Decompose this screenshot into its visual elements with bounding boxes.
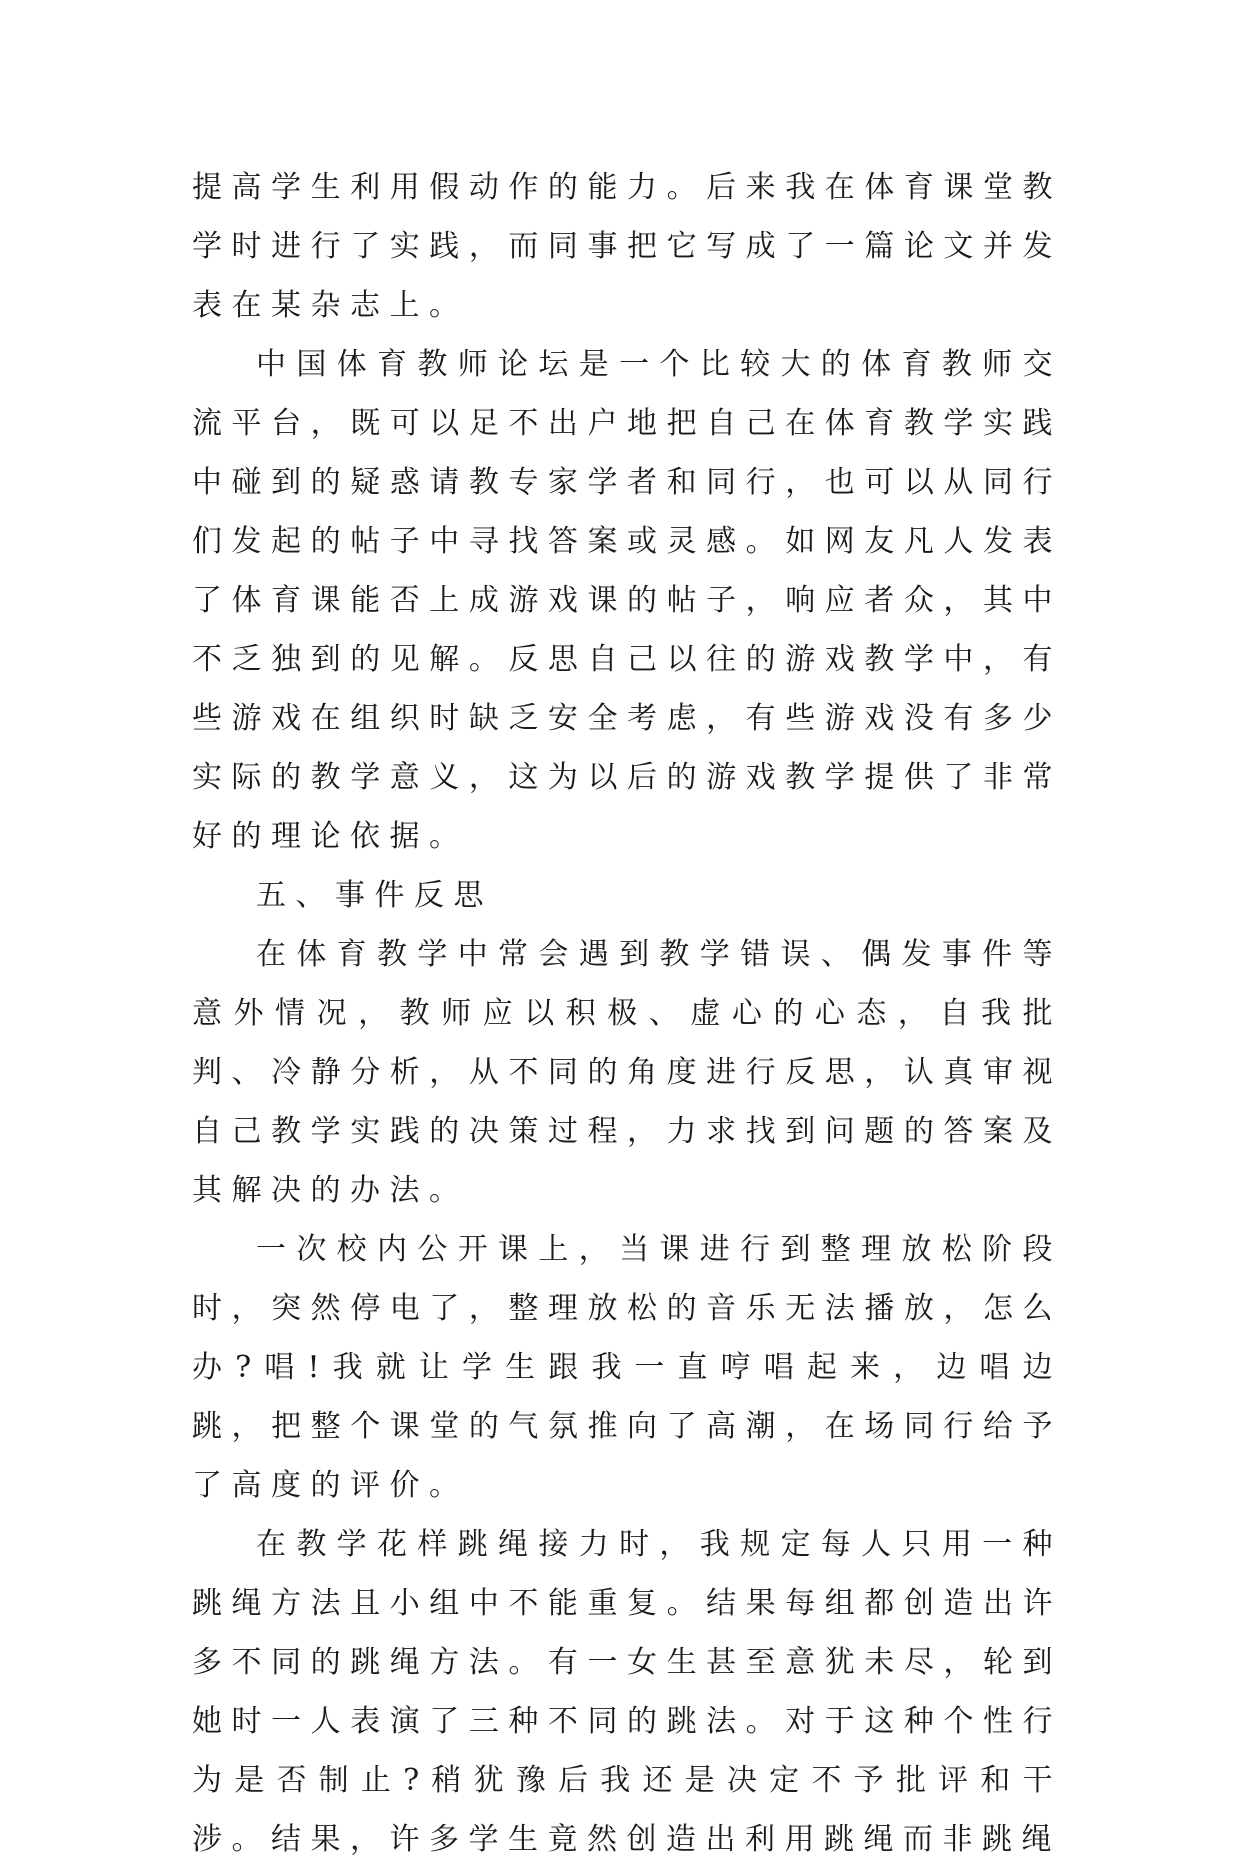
paragraph-1: 提高学生利用假动作的能力。后来我在体育课堂教学时进行了实践，而同事把它写成了一篇论文并发表在某杂志上。 <box>192 170 1062 323</box>
document-page <box>192 158 1062 1869</box>
paragraph-2: 中国体育教师论坛是一个比较大的体育教师交流平台，既可以足不出户地把自己在体育教学实践中碰到的疑惑请教专家学者和同行，也可以从同行们发起的帖子中寻找答案或灵感。如网友凡人发表了体育课能否上成游戏课的帖子，响应者众，其中不乏独到的见解。反思自己以往的游戏教学中，有些游戏在组织时缺乏安全考虑，有些游戏没有多少实际的教学意义，这为以后的游戏教学提供了非常好的理论依据。 <box>192 347 1062 854</box>
paragraph-3: 在体育教学中常会遇到教学错误、偶发事件等意外情况，教师应以积极、虚心的心态，自我批判、冷静分析，从不同的角度进行反思，认真审视自己教学实践的决策过程，力求找到问题的答案及其解决的办法。 <box>192 937 1062 1208</box>
section-heading: 五、事件反思 <box>256 878 493 913</box>
paragraph-5: 在教学花样跳绳接力时，我规定每人只用一种跳绳方法且小组中不能重复。结果每组都创造出许多不同的跳绳方法。有一女生甚至意犹未尽，轮到她时一人表演了三种不同的跳法。对于这种个性行为是否制止?稍犹豫后我还是决定不予批评和干涉。结果，许多学生竟然创造出利用跳绳而非跳绳 <box>192 1527 1062 1857</box>
paragraph-4: 一次校内公开课上，当课进行到整理放松阶段时，突然停电了，整理放松的音乐无法播放，怎么办?唱!我就让学生跟我一直哼唱起来，边唱边跳，把整个课堂的气氛推向了高潮，在场同行给予了高度的评价。 <box>192 1232 1062 1503</box>
